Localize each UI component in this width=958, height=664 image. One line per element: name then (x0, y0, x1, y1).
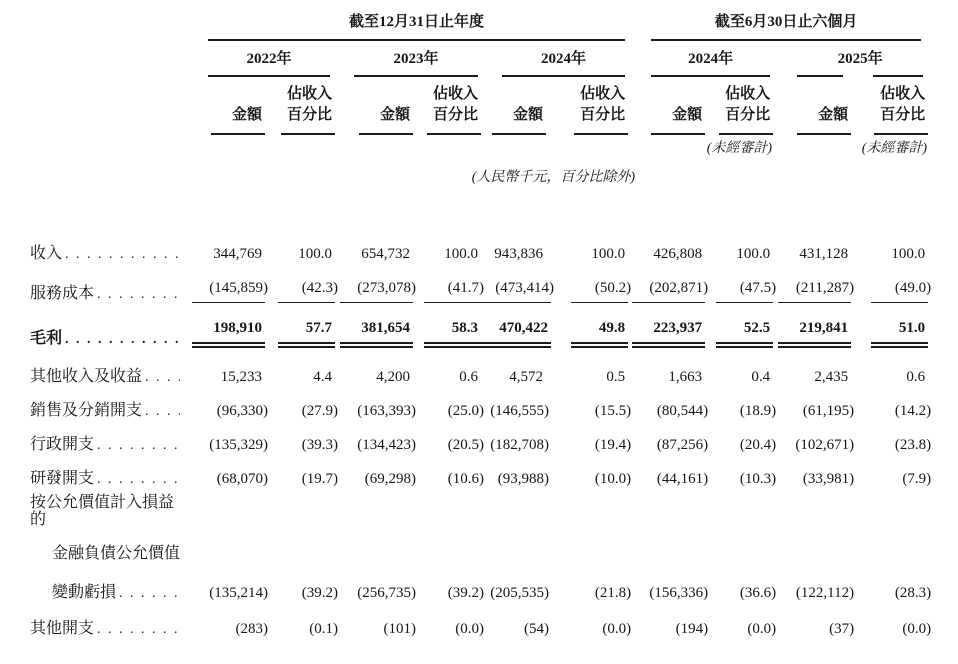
annual-period-cell (180, 6, 625, 44)
cell-amount: (202,871) (625, 269, 702, 309)
row-label (30, 494, 180, 534)
cell-amount: (283) (235, 621, 268, 637)
cell-amount: (101) (383, 621, 416, 637)
cell-amount: (37) (829, 621, 855, 637)
cell-amount: (146,555) (490, 403, 549, 419)
cell-amount: (163,393) (357, 403, 416, 419)
col-pct-header: 佔收入 百分比 (702, 77, 770, 135)
row-label-text: 服務成本 (30, 285, 95, 302)
cell-amount: 426,808 (653, 246, 703, 262)
cell-amount: 381,654 (332, 309, 410, 354)
spacer-row (30, 193, 925, 239)
row-label (30, 354, 180, 392)
table-row-revenue (30, 239, 925, 269)
col-pct-header: 佔收入 百分比 (543, 77, 625, 135)
period-group-row (30, 6, 925, 44)
col-amount-header: 金額 (180, 77, 262, 135)
cell-percentage: (0.0) (902, 621, 932, 637)
row-label-text: 其他開支 (30, 620, 95, 637)
cell-percentage: (23.8) (894, 437, 932, 453)
empty-cells (180, 534, 925, 568)
row-label (30, 269, 180, 309)
cell-percentage: 57.7 (262, 309, 332, 354)
col-amount-header: 金額 (770, 77, 848, 135)
col-pct-header: 佔收入 百分比 (848, 77, 925, 135)
cell-amount: (134,423) (357, 437, 416, 453)
cell-percentage: (47.5) (702, 269, 770, 309)
cell-amount: 1,663 (668, 369, 703, 385)
row-label-text: 銷售及分銷開支 (30, 402, 143, 419)
cell-amount: (273,078) (332, 269, 410, 309)
cell-percentage: 100.0 (444, 246, 478, 262)
col-amount-header: 金額 (478, 77, 543, 135)
cell-percentage: (7.9) (902, 471, 932, 487)
cell-percentage: (19.4) (594, 437, 632, 453)
cell-percentage: 52.5 (702, 309, 770, 354)
table-body (30, 239, 932, 644)
table-row-selling_expenses (30, 392, 925, 426)
row-label (30, 392, 180, 426)
row-label (30, 608, 180, 644)
currency-note-row (30, 161, 925, 193)
cell-percentage: 49.8 (543, 309, 625, 354)
cell-amount: (122,112) (795, 585, 855, 601)
cell-amount: 223,937 (625, 309, 702, 354)
cell-amount: (135,214) (209, 585, 268, 601)
cell-percentage: (0.0) (747, 621, 777, 637)
col-amount-header: 金額 (332, 77, 410, 135)
cell-percentage: (36.6) (739, 585, 777, 601)
cell-amount: 198,910 (180, 309, 262, 354)
cell-amount: 219,841 (770, 309, 848, 354)
year-2022-label: 2022年 (208, 44, 330, 77)
table-row-fv_line2 (30, 534, 925, 568)
year-2023-label: 2023年 (354, 44, 478, 77)
table-row-cost_of_services (30, 269, 925, 309)
dot-leader (65, 245, 180, 263)
cell-percentage: (21.8) (594, 585, 632, 601)
cell-amount: (256,735) (357, 585, 416, 601)
cell-percentage: 0.6 (459, 369, 478, 385)
col-pct-header: 佔收入 百分比 (410, 77, 478, 135)
cell-amount: (80,544) (656, 403, 709, 419)
row-label-text: 收入 (30, 245, 63, 262)
cell-percentage: 100.0 (298, 246, 332, 262)
cell-percentage: (0.0) (455, 621, 484, 637)
cell-amount: (87,256) (656, 437, 709, 453)
cell-percentage: (18.9) (739, 403, 777, 419)
empty-cells (180, 494, 925, 534)
table-row-other_expenses (30, 608, 925, 644)
dot-leader (119, 584, 180, 602)
unaudited-note-row (30, 135, 925, 161)
cell-amount: (69,298) (364, 471, 416, 487)
table-row-other_income (30, 354, 925, 392)
row-label-text: 其他收入及收益 (30, 368, 143, 385)
cell-percentage: (50.2) (543, 269, 625, 309)
cell-amount: (44,161) (656, 471, 709, 487)
year-2024-interim-label: 2024年 (651, 44, 770, 77)
cell-percentage: (42.3) (262, 269, 332, 309)
cell-amount: (473,414) (478, 269, 543, 309)
cell-amount: 431,128 (799, 246, 849, 262)
dot-leader (145, 368, 180, 386)
cell-amount: 943,836 (494, 246, 543, 262)
cell-amount: (135,329) (209, 437, 268, 453)
row-label-text: 金融負債公允價值 (52, 545, 181, 562)
cell-percentage: (19.7) (301, 471, 338, 487)
cell-percentage: (10.3) (739, 471, 777, 487)
cell-percentage: (39.2) (447, 585, 484, 601)
unaudited-note: (未經審計) (861, 140, 928, 156)
row-label-text: 毛利 (30, 330, 63, 347)
cell-amount: (205,535) (490, 585, 549, 601)
dot-leader (97, 470, 180, 488)
cell-percentage: 100.0 (891, 246, 926, 262)
cell-amount: 15,233 (220, 369, 262, 385)
dot-leader (97, 620, 180, 638)
cell-percentage: (39.2) (301, 585, 338, 601)
interim-period-label: 截至6月30日止六個月 (651, 6, 921, 41)
dot-leader (97, 285, 180, 303)
cell-percentage: (0.1) (309, 621, 338, 637)
cell-percentage: (20.5) (447, 437, 484, 453)
cell-percentage: (39.3) (301, 437, 338, 453)
cell-amount: (102,671) (795, 437, 855, 453)
cell-percentage: (10.6) (447, 471, 484, 487)
col-pct-header: 佔收入 百分比 (262, 77, 332, 135)
row-label-text: 研發開支 (30, 470, 95, 487)
corner-cell (30, 6, 180, 44)
row-label (30, 534, 180, 568)
year-header-row (30, 44, 925, 77)
cell-percentage: (20.4) (739, 437, 777, 453)
row-label (30, 460, 180, 494)
cell-amount: 470,422 (478, 309, 543, 354)
cell-percentage: (25.0) (447, 403, 484, 419)
cell-percentage: (41.7) (410, 269, 478, 309)
currency-note: (人民幣千元，百分比除外) (471, 169, 636, 185)
cell-percentage: 100.0 (736, 246, 771, 262)
year-2025-label: 2025年 (837, 51, 883, 67)
table-row-fv_loss (30, 568, 925, 608)
cell-percentage: (27.9) (301, 403, 338, 419)
table-row-admin_expenses (30, 426, 925, 460)
row-label-text: 按公允價值計入損益的 (30, 494, 175, 528)
dot-leader (97, 436, 180, 454)
cell-percentage: (0.0) (602, 621, 632, 637)
cell-amount: (93,988) (497, 471, 549, 487)
cell-percentage: 51.0 (848, 309, 925, 354)
row-label (30, 309, 180, 354)
cell-percentage: (14.2) (894, 403, 932, 419)
cell-amount: 4,200 (376, 369, 410, 385)
cell-amount: (211,287) (770, 269, 848, 309)
cell-amount: 4,572 (509, 369, 543, 385)
interim-period-cell (625, 6, 925, 44)
cell-amount: 654,732 (361, 246, 410, 262)
row-label (30, 426, 180, 460)
row-label-text: 行政開支 (30, 436, 95, 453)
row-label (30, 568, 180, 608)
row-label (30, 239, 180, 269)
table-row-fv_line1 (30, 494, 925, 534)
cell-amount: (145,859) (180, 269, 262, 309)
dot-leader (145, 402, 180, 420)
row-label-text: 變動虧損 (52, 584, 117, 601)
cell-amount: (61,195) (802, 403, 855, 419)
cell-percentage: 0.5 (606, 369, 626, 385)
cell-percentage: 58.3 (410, 309, 478, 354)
income-statement-table (30, 6, 932, 644)
annual-period-label: 截至12月31日止年度 (208, 6, 625, 41)
cell-percentage: (49.0) (848, 269, 925, 309)
cell-percentage: 4.4 (313, 369, 332, 385)
cell-amount: (194) (675, 621, 709, 637)
cell-amount: 344,769 (213, 246, 262, 262)
year-2024-label: 2024年 (502, 44, 625, 77)
cell-amount: 2,435 (814, 369, 849, 385)
cell-amount: (156,336) (649, 585, 709, 601)
table-row-rd_expenses (30, 460, 925, 494)
cell-percentage: (28.3) (894, 585, 932, 601)
cell-amount: (54) (524, 621, 549, 637)
dot-leader (65, 330, 180, 348)
cell-amount: (182,708) (490, 437, 549, 453)
cell-percentage: (10.0) (594, 471, 632, 487)
cell-amount: (68,070) (216, 471, 268, 487)
column-header-row (30, 77, 925, 135)
cell-amount: (96,330) (216, 403, 268, 419)
cell-amount: (33,981) (802, 471, 855, 487)
table-row-gross_profit (30, 309, 925, 354)
cell-percentage: 0.4 (751, 369, 771, 385)
col-amount-header: 金額 (625, 77, 702, 135)
unaudited-note: (未經審計) (706, 140, 773, 156)
cell-percentage: (15.5) (594, 403, 632, 419)
cell-percentage: 100.0 (591, 246, 626, 262)
cell-percentage: 0.6 (906, 369, 926, 385)
